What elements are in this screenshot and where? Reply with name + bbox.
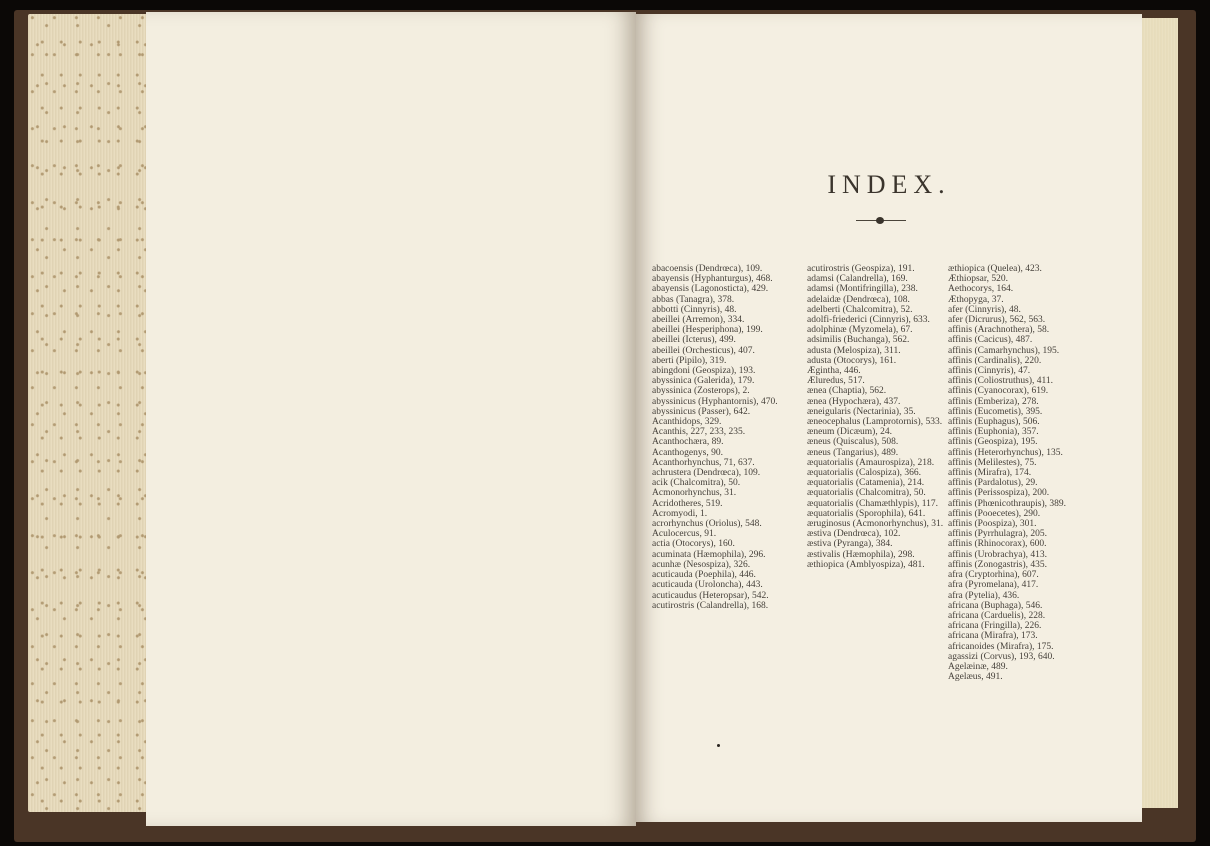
index-entry: affinis (Perissospiza), 200.	[948, 488, 1050, 499]
index-entry: africana (Mirafra), 173.	[948, 631, 1038, 642]
index-entry: abeillei (Hesperiphona), 199.	[652, 325, 763, 336]
index-entry: affinis (Cinnyris), 47.	[948, 366, 1031, 377]
index-entry: æstiva (Dendrœca), 102.	[807, 529, 901, 540]
index-entry: Acanthis, 227, 233, 235.	[652, 427, 746, 438]
index-entry: æquatorialis (Catamenia), 214.	[807, 478, 925, 489]
index-entry: abbas (Tanagra), 378.	[652, 294, 735, 305]
index-entry: Acridotheres, 519.	[652, 498, 723, 509]
index-entry: affinis (Mirafra), 174.	[948, 468, 1032, 479]
index-entry: adamsi (Calandrella), 169.	[807, 274, 908, 285]
index-entry: æruginosus (Acmonorhynchus), 31.	[807, 519, 944, 530]
page-edges-left	[28, 14, 148, 812]
index-entry: æquatorialis (Chamæthlypis), 117.	[807, 498, 939, 509]
index-entry: affinis (Eucometis), 395.	[948, 406, 1043, 417]
index-entry: æneocephalus (Lamprotornis), 533.	[807, 417, 943, 428]
index-entry: Aethocorys, 164.	[948, 284, 1014, 295]
index-entry: affinis (Phœnicothraupis), 389.	[948, 498, 1067, 509]
index-entry: acunhæ (Nesospiza), 326.	[652, 559, 751, 570]
index-entry: Æluredus, 517.	[807, 376, 865, 387]
index-entry: Acromyodi, 1.	[652, 508, 708, 519]
index-entry: æstiva (Pyranga), 384.	[807, 539, 893, 550]
index-entry: æneum (Dicæum), 24.	[807, 427, 892, 438]
index-entry: affinis (Pardalotus), 29.	[948, 478, 1038, 489]
index-entry: affinis (Geospiza), 195.	[948, 437, 1038, 448]
index-entry: affinis (Coliostruthus), 411.	[948, 376, 1054, 387]
index-entry: abingdoni (Geospiza), 193.	[652, 366, 756, 377]
index-entry: adusta (Otocorys), 161.	[807, 355, 897, 366]
index-entry: affinis (Rhinocorax), 600.	[948, 539, 1047, 550]
index-entry: affinis (Pooecetes), 290.	[948, 508, 1041, 519]
index-entry: æneigularis (Nectarinia), 35.	[807, 406, 916, 417]
index-entry: africana (Carduelis), 228.	[948, 610, 1046, 621]
index-entry: Acmonorhynchus, 31.	[652, 488, 737, 499]
page-edges-right	[1140, 18, 1178, 808]
index-entry: acik (Chalcomitra), 50.	[652, 478, 741, 489]
index-entry: afra (Cryptorhina), 607.	[948, 570, 1039, 581]
index-entry: æneus (Quiscalus), 508.	[807, 437, 899, 448]
index-entry: afer (Dicrurus), 562, 563.	[948, 315, 1046, 326]
index-entry: abyssinicus (Hyphantornis), 470.	[652, 396, 778, 407]
index-entry: æthiopica (Quelea), 423.	[948, 264, 1042, 274]
index-entry: adelaidæ (Dendrœca), 108.	[807, 294, 910, 305]
index-entry: affinis (Poospiza), 301.	[948, 519, 1037, 530]
index-entry: Agelæinæ, 489.	[948, 661, 1008, 672]
index-entry: adelberti (Chalcomitra), 52.	[807, 304, 913, 315]
index-entry: affinis (Zonogastris), 435.	[948, 559, 1048, 570]
ornament-dot	[876, 217, 884, 224]
index-entry: affinis (Cyanocorax), 619.	[948, 386, 1049, 397]
index-entry: acuticauda (Poephila), 446.	[652, 570, 756, 581]
index-entry: adsimilis (Buchanga), 562.	[807, 335, 910, 346]
foxing-spots	[28, 14, 148, 812]
blank-left-page	[146, 12, 636, 826]
index-entry: abeillei (Icterus), 499.	[652, 335, 736, 346]
index-entry: Acanthochæra, 89.	[652, 437, 724, 448]
index-entry: Acanthorhynchus, 71, 637.	[652, 457, 755, 468]
index-entry: adamsi (Montifringilla), 238.	[807, 284, 918, 295]
index-entry: achrustera (Dendrœca), 109.	[652, 468, 761, 479]
index-page	[636, 14, 1142, 822]
index-entry: ænea (Chaptia), 562.	[807, 386, 887, 397]
index-entry: affinis (Euphonia), 357.	[948, 427, 1039, 438]
index-entry: affinis (Pyrrhulagra), 205.	[948, 529, 1048, 540]
index-entry: abyssinica (Zosterops), 2.	[652, 386, 750, 397]
index-entry: æquatorialis (Sporophila), 641.	[807, 508, 926, 519]
index-entry: Æthopyga, 37.	[948, 294, 1004, 305]
index-entry: Agelæus, 491.	[948, 672, 1003, 683]
index-entry: affinis (Arachnothera), 58.	[948, 325, 1050, 336]
index-entry: adusta (Melospiza), 311.	[807, 345, 901, 356]
index-entry: æneus (Tangarius), 489.	[807, 447, 899, 458]
index-entry: africanoides (Mirafra), 175.	[948, 641, 1054, 652]
index-entry: acutirostris (Calandrella), 168.	[652, 600, 769, 611]
index-column-2	[807, 264, 967, 570]
index-entry: æquatorialis (Amaurospiza), 218.	[807, 457, 935, 468]
page-title: INDEX.	[827, 170, 951, 199]
index-entry: Acanthidops, 329.	[652, 417, 722, 428]
index-entry: æquatorialis (Chalcomitra), 50.	[807, 488, 926, 499]
index-column-1	[652, 264, 812, 611]
index-entry: abeillei (Arremon), 334.	[652, 315, 745, 326]
index-entry: æthiopica (Amblyospiza), 481.	[807, 559, 925, 570]
index-entry: Aculocercus, 91.	[652, 529, 717, 540]
index-entry: affinis (Euphagus), 506.	[948, 417, 1040, 428]
index-entry: aberti (Pipilo), 319.	[652, 355, 727, 366]
index-entry: acutirostris (Geospiza), 191.	[807, 264, 915, 274]
index-entry: abbotti (Cinnyris), 48.	[652, 304, 737, 315]
index-entry: adolfi-friederici (Cinnyris), 633.	[807, 315, 930, 326]
index-entry: acuticaudus (Heteropsar), 542.	[652, 590, 769, 601]
index-entry: æstivalis (Hæmophila), 298.	[807, 549, 915, 560]
index-entry: abyssinica (Galerida), 179.	[652, 376, 755, 387]
index-entry: æquatorialis (Calospiza), 366.	[807, 468, 921, 479]
index-entry: affinis (Cacicus), 487.	[948, 335, 1033, 346]
index-entry: afra (Pyromelana), 417.	[948, 580, 1039, 591]
index-entry: africana (Fringilla), 226.	[948, 621, 1042, 632]
index-entry: Ægintha, 446.	[807, 366, 861, 377]
index-entry: affinis (Urobrachya), 413.	[948, 549, 1048, 560]
index-entry: acuticauda (Uroloncha), 443.	[652, 580, 763, 591]
index-entry: abyssinicus (Passer), 642.	[652, 406, 751, 417]
index-entry: abacoensis (Dendrœca), 109.	[652, 264, 763, 274]
index-entry: abayensis (Lagonosticta), 429.	[652, 284, 769, 295]
index-entry: Æthiopsar, 520.	[948, 274, 1009, 285]
index-entry: africana (Buphaga), 546.	[948, 600, 1043, 611]
index-columns	[652, 264, 1142, 724]
index-entry: acuminata (Hæmophila), 296.	[652, 549, 766, 560]
index-entry: affinis (Melilestes), 75.	[948, 457, 1037, 468]
ink-mark	[717, 744, 720, 747]
index-entry: afer (Cinnyris), 48.	[948, 304, 1021, 315]
index-entry: Acanthogenys, 90.	[652, 447, 723, 458]
index-entry: affinis (Cardinalis), 220.	[948, 355, 1042, 366]
index-entry: adolphinæ (Myzomela), 67.	[807, 325, 913, 336]
index-entry: ænea (Hypochæra), 437.	[807, 396, 901, 407]
index-entry: abayensis (Hyphanturgus), 468.	[652, 274, 773, 285]
index-entry: affinis (Emberiza), 278.	[948, 396, 1039, 407]
index-entry: actia (Otocorys), 160.	[652, 539, 735, 550]
index-entry: abeillei (Orchesticus), 407.	[652, 345, 755, 356]
index-entry: affinis (Heterorhynchus), 135.	[948, 447, 1063, 458]
index-entry: afra (Pytelia), 436.	[948, 590, 1020, 601]
index-column-3	[948, 264, 1108, 682]
index-entry: acrorhynchus (Oriolus), 548.	[652, 519, 762, 530]
ornament-divider	[856, 216, 906, 226]
index-entry: affinis (Camarhynchus), 195.	[948, 345, 1060, 356]
index-entry: agassizi (Corvus), 193, 640.	[948, 651, 1055, 662]
